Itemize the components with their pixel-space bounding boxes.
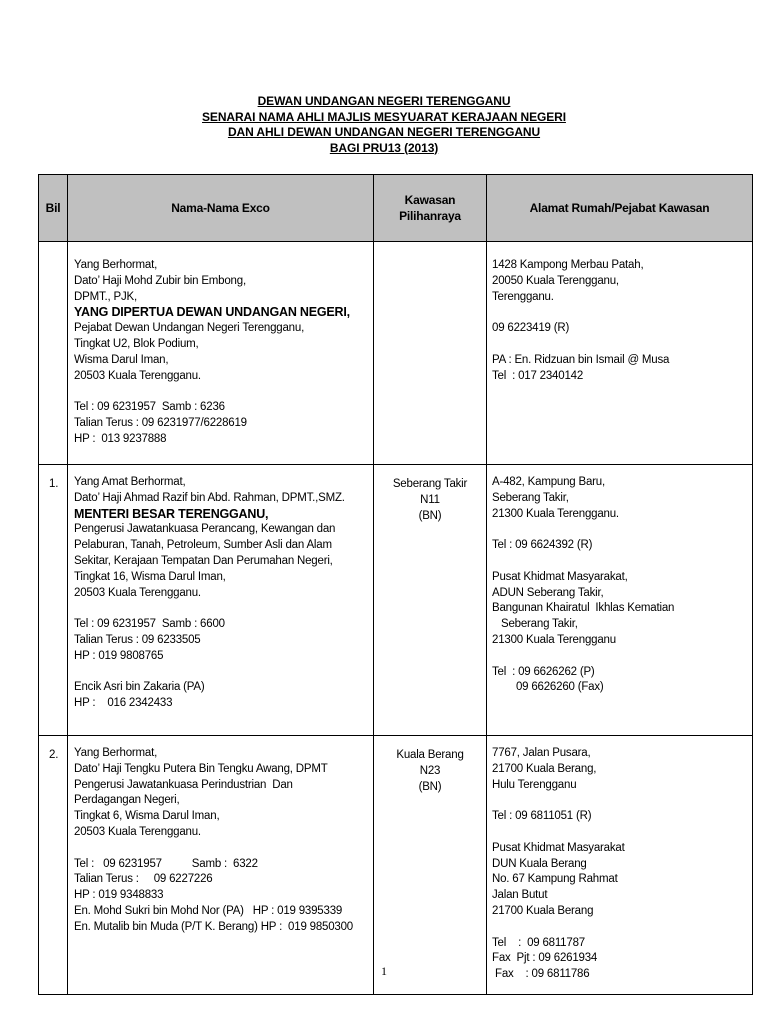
nama-line: Pengerusi Jawatankuasa Perancang, Kewangan dan (74, 523, 336, 536)
nama-cell (68, 242, 374, 465)
alamat-line: ADUN Seberang Takir, (492, 586, 604, 599)
nama-line: 20503 Kuala Terengganu. (74, 825, 201, 838)
alamat-line: Bangunan Khairatul Ikhlas Kematian (492, 602, 675, 615)
alamat-line: 21700 Kuala Berang, (492, 762, 597, 775)
kawasan-line: (BN) (418, 780, 442, 793)
alamat-line: 7767, Jalan Pusara, (492, 747, 591, 759)
kawasan-cell (374, 242, 487, 465)
nama-line: Sekitar, Kerajaan Tempatan Dan Perumahan Negeri, (74, 554, 333, 567)
alamat-line (492, 305, 748, 321)
header-alamat: Alamat Rumah/Pejabat Kawasan (487, 175, 753, 242)
nama-line (74, 665, 369, 681)
nama-cell (68, 465, 374, 736)
nama-line: Tingkat U2, Blok Podium, (74, 337, 199, 350)
exco-table (38, 174, 753, 995)
bil-cell: 2. (39, 736, 68, 995)
alamat-line: 09 6223419 (R) (492, 322, 570, 335)
nama-line: Tel : 09 6231957 Samb : 6600 (74, 618, 225, 631)
table-row (39, 736, 753, 995)
nama-line: Dato’ Haji Ahmad Razif bin Abd. Rahman, DPMT.,SMZ. (74, 491, 345, 504)
kawasan-line: N11 (420, 493, 440, 506)
nama-line: Encik Asri bin Zakaria (PA) (74, 681, 205, 694)
nama-line: Dato’ Haji Tengku Putera Bin Tengku Awang, DPMT (74, 762, 328, 775)
nama-line: Wisma Darul Iman, (74, 353, 169, 366)
alamat-line: Tel : 09 6811051 (R) (492, 810, 592, 823)
kawasan-cell (374, 736, 487, 995)
nama-line: HP : 016 2342433 (74, 697, 173, 710)
alamat-line: DUN Kuala Berang (492, 857, 587, 870)
nama-line: Tel : 09 6231957 Samb : 6236 (74, 401, 225, 414)
alamat-line: 1428 Kampong Merbau Patah, (492, 259, 644, 271)
alamat-line: 20050 Kuala Terengganu, (492, 274, 619, 287)
header-kawasan (374, 175, 487, 242)
nama-line: Pejabat Dewan Undangan Negeri Terengganu, (74, 322, 305, 335)
nama-line: Tel : 09 6231957 Samb : 6322 (74, 857, 258, 870)
nama-line: 20503 Kuala Terengganu. (74, 369, 201, 382)
alamat-line: Seberang Takir, (492, 491, 569, 504)
nama-line: Yang Amat Berhormat, (74, 476, 186, 488)
nama-line: Talian Terus : 09 6231977/6228619 (74, 416, 247, 429)
alamat-line: Fax Pjt : 09 6261934 (492, 952, 598, 965)
alamat-line: Tel : 09 6626262 (P) (492, 665, 595, 678)
alamat-cell (487, 736, 753, 995)
alamat-line: 09 6626260 (Fax) (492, 681, 604, 694)
alamat-line (492, 554, 748, 570)
nama-line: Perdagangan Negeri, (74, 794, 180, 807)
alamat-line: Seberang Takir, (492, 618, 578, 631)
nama-line: HP : 019 9808765 (74, 649, 164, 662)
alamat-line: Hulu Terengganu (492, 778, 577, 791)
alamat-line: Pusat Khidmat Masyarakat, (492, 570, 628, 583)
nama-line: YANG DIPERTUA DEWAN UNDANGAN NEGERI, (74, 305, 350, 320)
alamat-line (492, 793, 748, 809)
header-bil: Bil (39, 175, 68, 242)
alamat-line: Tel : 017 2340142 (492, 369, 584, 382)
nama-line: En. Mohd Sukri bin Mohd Nor (PA) HP : 019 9395339 (74, 904, 343, 917)
nama-line (74, 841, 369, 857)
nama-line: DPMT., PJK, (74, 290, 137, 303)
nama-line: 20503 Kuala Terengganu. (74, 586, 201, 599)
alamat-line: Tel : 09 6624392 (R) (492, 539, 593, 552)
kawasan-line: Kuala Berang (396, 749, 464, 761)
nama-line: MENTERI BESAR TERENGGANU, (74, 506, 269, 521)
table-row (39, 242, 753, 465)
title-line-4: BAGI PRU13 (2013) (329, 140, 439, 155)
alamat-line: Pusat Khidmat Masyarakat (492, 841, 625, 854)
nama-line: Talian Terus : 09 6233505 (74, 633, 201, 646)
nama-line: En. Mutalib bin Muda (P/T K. Berang) HP : 019 9850300 (74, 920, 354, 933)
alamat-line (492, 337, 748, 353)
alamat-cell (487, 465, 753, 736)
nama-line (74, 601, 369, 617)
nama-line: Yang Berhormat, (74, 259, 158, 271)
alamat-line (492, 649, 748, 665)
nama-line: HP : 013 9237888 (74, 432, 167, 445)
alamat-line: A-482, Kampung Baru, (492, 476, 605, 488)
table-header-row (39, 175, 753, 242)
bil-cell: 1. (39, 465, 68, 736)
alamat-line: Jalan Butut (492, 889, 548, 902)
title-line-2: SENARAI NAMA AHLI MAJLIS MESYUARAT KERAJAAN NEGERI (202, 109, 566, 124)
kawasan-cell (374, 465, 487, 736)
header-kawasan-label: Kawasan Pilihanraya (399, 193, 461, 223)
nama-line: Talian Terus : 09 6227226 (74, 873, 213, 886)
nama-line: Tingkat 6, Wisma Darul Iman, (74, 810, 220, 823)
alamat-line (492, 920, 748, 936)
bil-cell (39, 242, 68, 465)
nama-line: Pengerusi Jawatankuasa Perindustrian Dan (74, 778, 293, 791)
alamat-line: No. 67 Kampung Rahmat (492, 873, 618, 886)
alamat-line: 21700 Kuala Berang (492, 904, 594, 917)
alamat-cell (487, 242, 753, 465)
header-nama: Nama-Nama Exco (68, 175, 374, 242)
nama-cell (68, 736, 374, 995)
nama-line (74, 384, 369, 400)
alamat-line (492, 522, 748, 538)
nama-line: Pelaburan, Tanah, Petroleum, Sumber Asli dan Alam (74, 539, 332, 552)
title-line-1: DEWAN UNDANGAN NEGERI TERENGGANU (257, 94, 511, 108)
alamat-line: Fax : 09 6811786 (492, 968, 590, 981)
alamat-line: Tel : 09 6811787 (492, 936, 585, 949)
alamat-line: 21300 Kuala Terengganu. (492, 507, 619, 520)
nama-line: Yang Berhormat, (74, 747, 158, 759)
kawasan-line: N23 (419, 764, 441, 777)
page-number: 1 (381, 964, 387, 978)
nama-line: Dato’ Haji Mohd Zubir bin Embong, (74, 274, 246, 287)
title-line-3: DAN AHLI DEWAN UNDANGAN NEGERI TERENGGANU (227, 125, 541, 139)
nama-line: Tingkat 16, Wisma Darul Iman, (74, 570, 226, 583)
alamat-line: 21300 Kuala Terengganu (492, 633, 616, 646)
table-row (39, 465, 753, 736)
document-title (0, 94, 768, 156)
nama-line: HP : 019 9348833 (74, 889, 164, 902)
kawasan-line: Seberang Takir (392, 478, 468, 490)
alamat-line: Terengganu. (492, 290, 554, 303)
alamat-line: PA : En. Ridzuan bin Ismail @ Musa (492, 353, 670, 366)
alamat-line (492, 825, 748, 841)
kawasan-line: (BN) (418, 509, 442, 522)
